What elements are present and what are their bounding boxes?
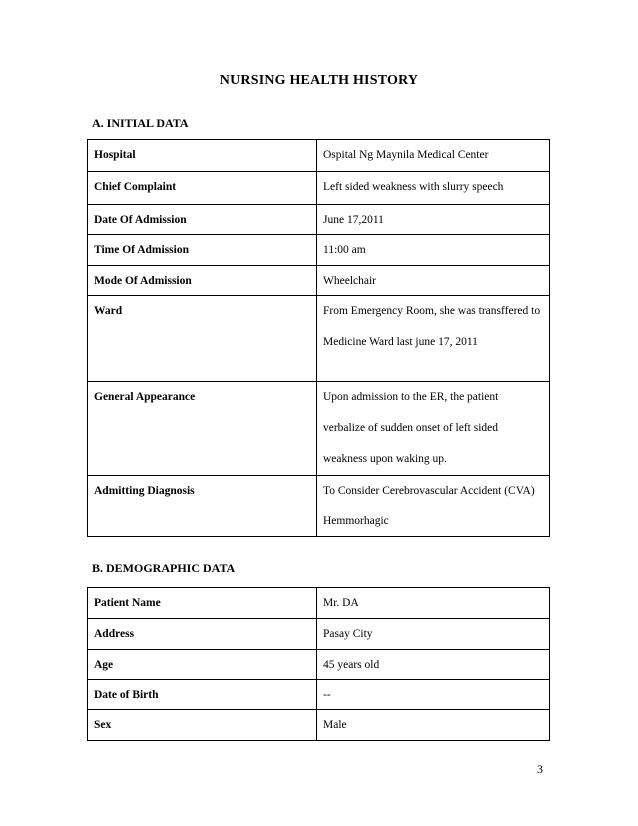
- table-row: [88, 382, 550, 476]
- row-value: To Consider Cerebrovascular Accident (CVA) Hemmorhagic: [317, 476, 550, 537]
- row-label: Sex: [88, 710, 317, 741]
- table-row: [88, 266, 550, 296]
- table-row: [88, 680, 550, 710]
- initial-data-table: [87, 139, 550, 537]
- row-value: Male: [317, 710, 550, 741]
- row-label: Address: [88, 619, 317, 650]
- row-value: From Emergency Room, she was transffered to Medicine Ward last june 17, 2011: [317, 296, 550, 382]
- row-value: Wheelchair: [317, 266, 550, 296]
- table-row: [88, 476, 550, 537]
- table-row: [88, 650, 550, 680]
- document-title: NURSING HEALTH HISTORY: [219, 73, 419, 88]
- row-value: --: [317, 680, 550, 710]
- section-heading-initial-data: A. INITIAL DATA: [92, 116, 189, 130]
- row-label: Date Of Admission: [88, 205, 317, 235]
- row-value: Left sided weakness with slurry speech: [317, 172, 550, 205]
- row-value: 45 years old: [317, 650, 550, 680]
- row-label: Date of Birth: [88, 680, 317, 710]
- table-row: [88, 588, 550, 619]
- demographic-data-table: [87, 587, 550, 741]
- table-row: [88, 205, 550, 235]
- row-value: Ospital Ng Maynila Medical Center: [317, 140, 550, 172]
- row-label: Ward: [88, 296, 317, 382]
- table-row: [88, 140, 550, 172]
- table-row: [88, 235, 550, 266]
- page-number: 3: [537, 762, 543, 776]
- table-row: [88, 619, 550, 650]
- row-label: General Appearance: [88, 382, 317, 476]
- table-row: [88, 172, 550, 205]
- row-value: Mr. DA: [317, 588, 550, 619]
- row-label: Patient Name: [88, 588, 317, 619]
- table-row: [88, 296, 550, 382]
- row-value: 11:00 am: [317, 235, 550, 266]
- section-heading-demographic-data: B. DEMOGRAPHIC DATA: [92, 561, 236, 575]
- row-label: Mode Of Admission: [88, 266, 317, 296]
- row-label: Hospital: [88, 140, 317, 172]
- row-label: Time Of Admission: [88, 235, 317, 266]
- row-label: Chief Complaint: [88, 172, 317, 205]
- row-label: Admitting Diagnosis: [88, 476, 317, 537]
- row-value: Pasay City: [317, 619, 550, 650]
- table-row: [88, 710, 550, 741]
- row-value: June 17,2011: [317, 205, 550, 235]
- row-label: Age: [88, 650, 317, 680]
- row-value: Upon admission to the ER, the patient verbalize of sudden onset of left sided weakness upon waking up.: [317, 382, 550, 476]
